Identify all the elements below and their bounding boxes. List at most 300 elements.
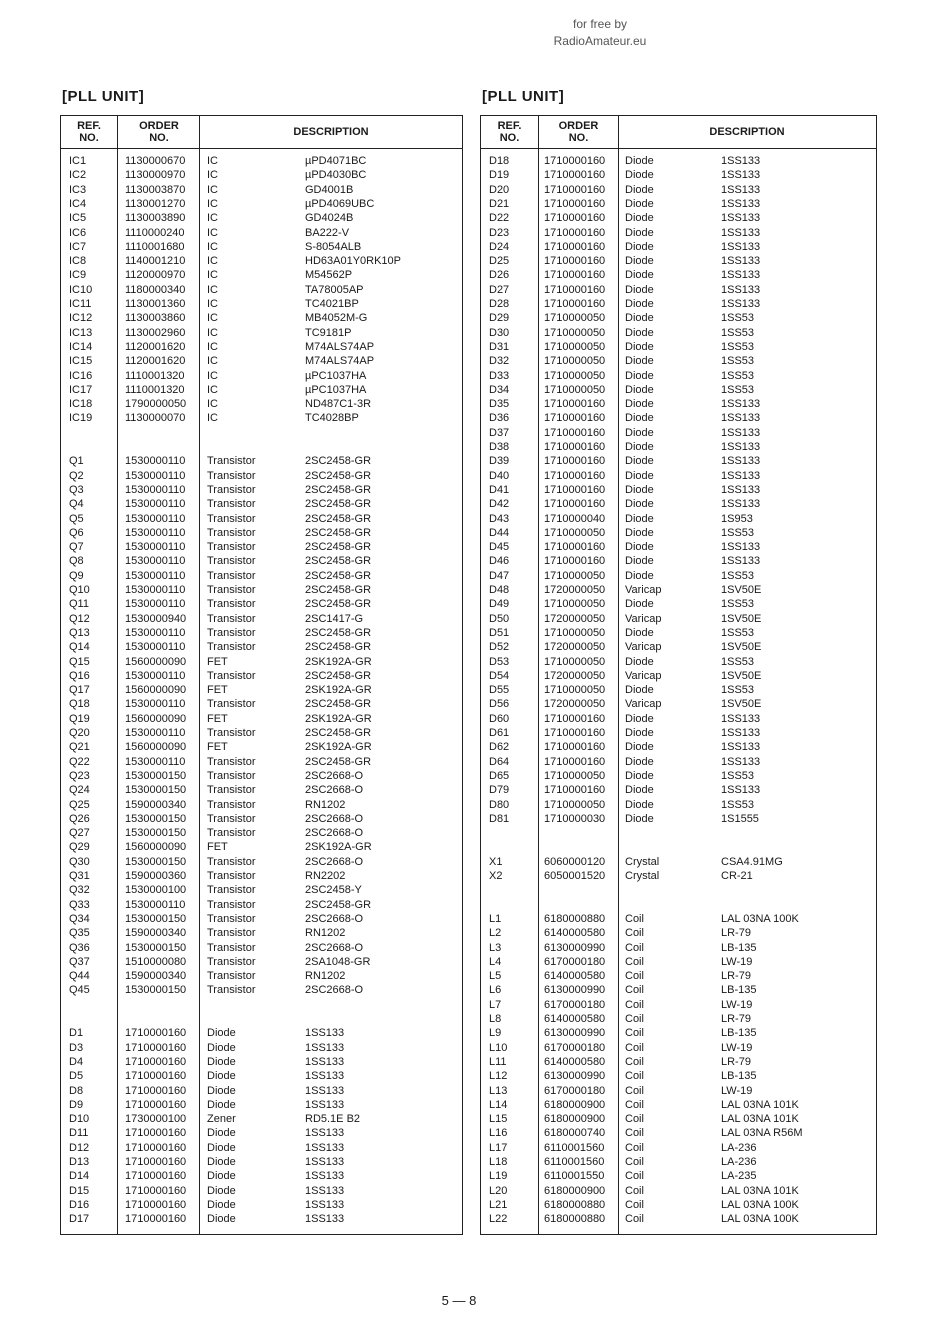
table-row [481,883,876,897]
ref-no-cell: Q6 [69,526,84,539]
order-no-cell: 6170000180 [544,998,606,1011]
part-type-cell: Coil [625,912,644,925]
part-number-cell: 1S1555 [721,812,759,825]
credit-line-1: for free by [572,17,628,31]
part-number-cell: 1SV50E [721,584,762,596]
part-number-cell: 2SC2458-GR [305,483,372,496]
part-number-cell: 1SS133 [721,197,761,210]
table-row [481,311,876,325]
part-type-cell: Coil [625,1027,644,1040]
table-row [61,297,462,311]
part-type-cell: Diode [625,441,654,453]
part-type-cell: Transistor [207,769,256,782]
order-no-cell: 1130001360 [125,298,186,310]
table-row [481,383,876,397]
part-number-cell: 2SK192A-GR [305,741,372,754]
table-row [61,740,462,754]
table-header [61,116,462,149]
table-row [61,955,462,969]
table-row [481,640,876,654]
ref-no-cell: IC7 [69,240,87,253]
part-type-cell: Transistor [207,512,256,525]
part-type-cell: Transistor [207,626,256,639]
table-row [481,840,876,854]
order-no-cell: 1560000090 [125,684,187,697]
part-type-cell: IC [207,269,218,282]
table-row [61,1141,462,1155]
part-number-cell: 1SV50E [721,669,762,682]
part-number-cell: 1SS133 [305,1170,345,1183]
table-row [481,454,876,468]
part-number-cell: 1SS133 [721,283,761,296]
part-number-cell: 1SS53 [721,340,755,353]
part-type-cell: Coil [625,1184,644,1197]
part-number-cell: 2SK192A-GR [305,841,372,854]
table-row [481,440,876,454]
order-no-cell: 1130000670 [125,155,186,167]
part-type-cell: Transistor [207,569,256,582]
order-no-cell: 6170000180 [544,1084,606,1097]
part-type-cell: Diode [625,298,654,310]
table-row [481,183,876,197]
order-no-cell: 1530000110 [125,555,186,568]
part-number-cell: 1SS133 [305,1098,345,1111]
ref-no-cell: Q8 [69,555,84,568]
order-no-cell: 1710000160 [544,283,606,296]
ref-no-cell: L5 [489,970,502,983]
part-number-cell: LAL 03NA R56M [721,1127,803,1140]
part-type-cell: Diode [625,727,654,739]
part-number-cell: 1SS133 [721,755,761,768]
part-type-cell: Diode [625,712,654,725]
ref-no-cell: L9 [489,1027,502,1040]
part-number-cell: 1SS133 [721,212,761,225]
table-row [61,683,462,697]
part-number-cell: 1SS133 [721,555,761,568]
ref-no-cell: D31 [489,340,510,353]
ref-no-cell: D48 [489,584,510,596]
ref-no-cell: D81 [489,812,510,825]
table-row [61,226,462,240]
table-row [61,798,462,812]
ref-no-cell: Q13 [69,626,90,639]
part-type-cell: Coil [625,955,644,968]
table-row [61,1212,462,1226]
order-no-cell: 1710000050 [544,312,606,325]
order-no-cell: 1710000160 [544,784,606,797]
part-number-cell: 1SS133 [721,240,761,253]
part-type-cell: Transistor [207,555,256,568]
right-parts-table [480,115,877,1235]
part-type-cell: Diode [207,1213,236,1226]
ref-no-cell: D21 [489,197,510,210]
part-type-cell: IC [207,226,218,239]
part-number-cell: 1SS133 [305,1198,345,1211]
part-number-cell: RN1202 [305,970,346,983]
part-type-cell: Diode [625,383,654,396]
ref-no-cell: IC6 [69,226,87,239]
table-row [481,1098,876,1112]
ref-no-cell: Q45 [69,984,90,997]
table-row [481,1155,876,1169]
table-row [61,669,462,683]
table-row [481,912,876,926]
table-row [481,655,876,669]
ref-no-cell: D34 [489,383,510,396]
part-number-cell: 1SS133 [721,298,761,310]
ref-no-cell: L19 [489,1170,508,1183]
order-no-cell: 6180000880 [544,1198,606,1211]
part-type-cell: Diode [625,741,654,754]
table-row [481,1112,876,1126]
ref-no-cell: Q21 [69,741,90,754]
part-type-cell: Coil [625,1013,644,1025]
ref-no-cell: D28 [489,298,510,310]
part-type-cell: Diode [625,541,654,554]
credit-line-2: RadioAmateur.eu [553,34,647,48]
order-no-cell: 1710000050 [544,655,606,668]
ref-no-cell: D79 [489,784,510,797]
order-no-cell: 1530000110 [125,898,186,911]
part-number-cell: CR-21 [721,870,753,882]
order-no-cell: 1110001320 [125,383,185,396]
table-row [481,197,876,211]
table-row [481,626,876,640]
part-number-cell: 2SC2458-GR [305,641,372,654]
part-number-cell: 1SS133 [305,1055,345,1068]
part-number-cell: µPD4069UBC [305,197,375,210]
part-type-cell: Coil [625,941,644,954]
order-no-cell: 1710000160 [544,541,606,554]
order-no-cell: 1710000160 [125,1170,187,1183]
order-no-cell: 1710000160 [544,226,606,239]
part-type-cell: Transistor [207,727,256,739]
order-no-cell: 1710000160 [125,1041,187,1054]
part-type-cell: Transistor [207,955,256,968]
order-no-cell: 1530000110 [125,483,186,496]
part-type-cell: Transistor [207,612,256,625]
table-row [61,1112,462,1126]
ref-no-cell: Q24 [69,784,90,797]
ref-no-cell: IC8 [69,255,87,268]
ref-no-cell: IC12 [69,312,93,325]
part-type-cell: IC [207,255,218,268]
part-number-cell: TC4021BP [305,298,359,310]
table-row [481,755,876,769]
part-number-cell: 2SC2668-O [305,812,364,825]
table-row [61,426,462,440]
order-no-cell: 6130000990 [544,941,606,954]
part-type-cell: Transistor [207,755,256,768]
ref-no-cell: L4 [489,955,502,968]
part-type-cell: Transistor [207,455,256,468]
ref-no-cell: Q29 [69,841,90,854]
part-number-cell: 1SS53 [721,769,755,782]
part-type-cell: Diode [625,340,654,353]
order-no-cell: 1710000160 [544,755,606,768]
part-type-cell: IC [207,412,218,425]
order-no-cell: 1530000110 [125,498,186,511]
order-no-cell: 1710000160 [125,1156,187,1168]
ref-no-cell: D33 [489,369,510,382]
table-row [61,1026,462,1040]
table-row [61,1041,462,1055]
table-row [61,912,462,926]
part-type-cell: Diode [625,355,654,368]
order-no-cell: 1710000040 [544,512,606,525]
table-row [61,283,462,297]
part-type-cell: Diode [625,498,654,511]
order-no-cell: 1710000050 [544,769,606,782]
order-no-cell: 1710000160 [125,1213,187,1226]
ref-no-cell: L11 [489,1055,507,1068]
part-type-cell: Transistor [207,698,256,711]
table-row [481,554,876,568]
part-type-cell: Varicap [625,698,662,711]
table-row [481,869,876,883]
order-no-cell: 1530000100 [125,884,187,897]
part-number-cell: 1SS133 [721,741,761,754]
part-number-cell: M74ALS74AP [305,340,375,353]
order-no-cell: 1530000150 [125,812,187,825]
table-row [481,226,876,240]
order-no-cell: 1710000160 [544,183,606,196]
order-no-cell: 1720000050 [544,612,606,625]
part-type-cell: IC [207,355,218,368]
part-type-cell: Diode [207,1184,236,1197]
ref-no-cell: D53 [489,655,510,668]
part-number-cell: 1SS133 [305,1127,345,1140]
part-type-cell: FET [207,841,228,854]
part-number-cell: M54562P [305,269,353,282]
ref-no-cell: L13 [489,1084,508,1097]
table-row [61,1169,462,1183]
table-row [481,1026,876,1040]
part-type-cell: Diode [625,283,654,296]
part-number-cell: 1SV50E [721,698,762,711]
part-type-cell: Diode [625,526,654,539]
table-row [61,869,462,883]
part-number-cell: LA-235 [721,1170,757,1183]
part-type-cell: Transistor [207,469,256,482]
part-type-cell: Transistor [207,984,256,997]
table-row [61,812,462,826]
part-type-cell: FET [207,655,228,668]
part-type-cell: Diode [625,469,654,482]
part-number-cell: 1SS53 [721,326,755,339]
order-no-cell: 1130000970 [125,169,186,182]
order-no-cell: 6060000120 [544,855,606,868]
order-no-cell: 1530000110 [125,469,186,482]
order-no-cell: 6050001520 [544,870,606,882]
part-number-cell: 2SC2458-GR [305,669,372,682]
part-type-cell: Zener [207,1113,236,1126]
ref-no-cell: D12 [69,1141,90,1154]
ref-no-cell: Q15 [69,655,90,668]
part-number-cell: 2SA1048-GR [305,955,371,968]
order-no-cell: 1710000050 [544,569,606,582]
table-row [481,240,876,254]
ref-no-cell: Q30 [69,855,90,868]
order-no-cell: 1710000160 [544,555,606,568]
part-number-cell: 1SS53 [721,312,755,325]
order-no-cell: 1710000160 [544,212,606,225]
part-type-cell: Diode [207,1170,236,1183]
order-no-cell: 6130000990 [544,1027,606,1040]
part-type-cell: Diode [625,312,654,325]
part-number-cell: 1SS133 [721,541,761,554]
ref-no-cell: D17 [69,1213,90,1226]
order-no-cell: 1710000160 [544,483,606,496]
table-row [481,168,876,182]
table-row [481,712,876,726]
table-row [481,268,876,282]
part-type-cell: IC [207,383,218,396]
order-no-cell: 1710000160 [125,1198,187,1211]
table-row [61,583,462,597]
order-no-cell: 1130001270 [125,197,186,210]
part-number-cell: 2SC2458-GR [305,727,372,739]
table-row [481,1041,876,1055]
ref-no-cell: Q10 [69,584,90,596]
part-number-cell: 1SS133 [721,712,761,725]
order-no-cell: 6170000180 [544,955,606,968]
part-type-cell: Coil [625,1070,644,1083]
part-type-cell: Diode [625,426,654,439]
table-row [481,812,876,826]
part-number-cell: RN1202 [305,798,346,811]
ref-no-cell: X2 [489,870,503,882]
part-type-cell: Diode [207,1027,236,1040]
table-row [481,254,876,268]
ref-no-cell: D49 [489,598,510,611]
part-type-cell: Diode [625,784,654,797]
order-no-cell: 1710000160 [544,727,606,739]
table-row [481,697,876,711]
order-no-cell: 1710000050 [544,383,606,396]
part-type-cell: Diode [625,769,654,782]
ref-no-cell: L12 [489,1070,508,1083]
part-type-cell: Coil [625,1127,644,1140]
order-no-cell: 1560000090 [125,741,187,754]
part-number-cell: 2SC2458-GR [305,469,372,482]
ref-no-cell: D44 [489,526,510,539]
part-number-cell: 1SS133 [721,469,761,482]
part-type-cell: IC [207,369,218,382]
ref-no-cell: L16 [489,1127,508,1140]
part-type-cell: Diode [207,1156,236,1168]
part-type-cell: Diode [625,169,654,182]
order-no-cell: 1530000110 [125,698,186,711]
ref-no-cell: D8 [69,1084,84,1097]
order-no-cell: 1110001680 [125,240,185,253]
part-number-cell: µPD4071BC [305,155,367,167]
part-number-cell: LAL 03NA 101K [721,1113,799,1126]
table-row [61,254,462,268]
order-no-cell: 1560000090 [125,712,187,725]
part-number-cell: LB-135 [721,1070,757,1083]
order-no-cell: 1120001620 [125,355,186,368]
order-no-cell: 1720000050 [544,698,606,711]
ref-no-cell: L3 [489,941,502,954]
table-row [61,326,462,340]
ref-no-cell: D30 [489,326,510,339]
part-number-cell: LAL 03NA 101K [721,1098,799,1111]
table-row [481,583,876,597]
part-type-cell: IC [207,183,218,196]
part-type-cell: Transistor [207,483,256,496]
order-no-cell: 1530000150 [125,784,187,797]
part-number-cell: 2SC2458-GR [305,512,372,525]
ref-no-cell: Q20 [69,727,90,739]
part-number-cell: 1SS133 [721,426,761,439]
table-row [61,726,462,740]
part-type-cell: Varicap [625,669,662,682]
order-no-cell: 1710000160 [544,741,606,754]
source-credit [520,16,680,50]
ref-no-cell: Q27 [69,827,90,840]
table-row [61,855,462,869]
part-type-cell: Diode [625,197,654,210]
part-number-cell: 1SS133 [305,1084,345,1097]
part-type-cell: FET [207,684,228,697]
order-no-cell: 1710000160 [544,469,606,482]
ref-no-cell: Q26 [69,812,90,825]
order-no-cell: 1530000110 [125,641,186,654]
part-type-cell: Varicap [625,641,662,654]
order-no-cell: 6180000900 [544,1113,606,1126]
table-row [61,697,462,711]
ref-no-cell: IC10 [69,283,93,296]
part-number-cell: 1SS53 [721,798,755,811]
table-row [481,469,876,483]
ref-no-cell: L6 [489,984,502,997]
table-row [61,1184,462,1198]
table-row [61,612,462,626]
ref-no-cell: D15 [69,1184,90,1197]
order-no-cell: 1710000160 [544,441,606,453]
part-type-cell: Diode [625,269,654,282]
ref-no-cell: D11 [69,1127,89,1140]
order-no-cell: 1710000160 [125,1184,187,1197]
part-type-cell: Diode [625,684,654,697]
part-number-cell: 2SC2458-GR [305,898,372,911]
order-no-cell: 1590000360 [125,870,187,882]
part-type-cell: Diode [625,369,654,382]
part-type-cell: Diode [207,1127,236,1140]
table-row [481,597,876,611]
part-number-cell: 1SS133 [721,269,761,282]
ref-no-cell: IC16 [69,369,93,382]
table-row [481,783,876,797]
part-number-cell: 1SS133 [721,398,761,411]
table-row [481,855,876,869]
ref-no-cell: Q37 [69,955,90,968]
header-description: DESCRIPTION [709,126,785,138]
table-row [61,311,462,325]
order-no-cell: 1710000160 [544,298,606,310]
table-row [61,340,462,354]
order-no-cell: 1710000160 [125,1141,187,1154]
order-no-cell: 1130003860 [125,312,186,325]
part-type-cell: Diode [625,326,654,339]
part-number-cell: 2SC2668-O [305,912,364,925]
part-number-cell: 1SS133 [721,255,761,268]
part-type-cell: Coil [625,1141,644,1154]
table-row [481,1055,876,1069]
part-type-cell: Transistor [207,884,256,897]
part-number-cell: LW-19 [721,998,753,1011]
